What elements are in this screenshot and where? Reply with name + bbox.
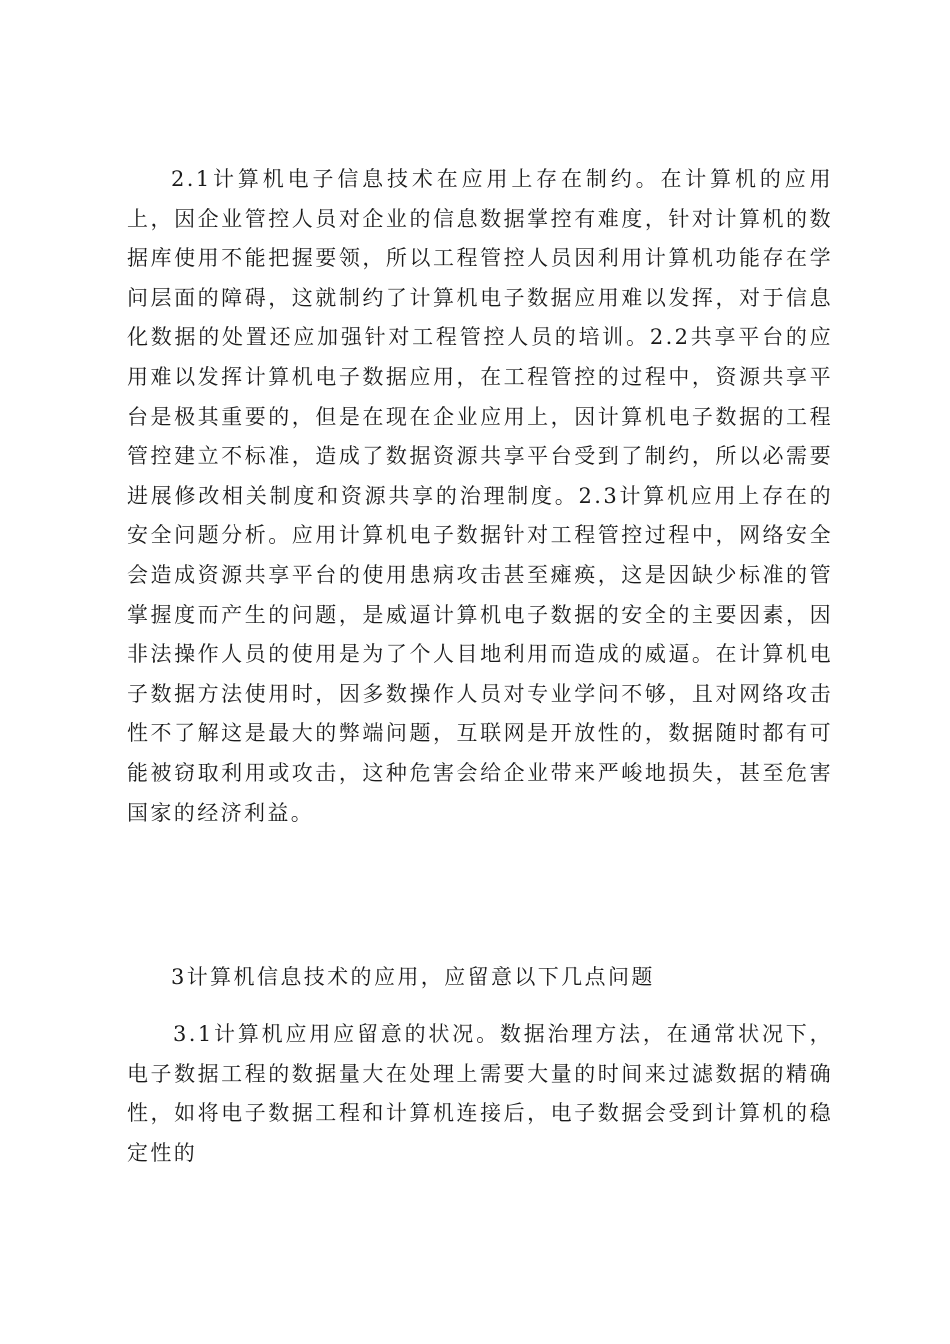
body-paragraph-3-1: 3.1计算机应用应留意的状况。数据治理方法，在通常状况下，电子数据工程的数据量大在处理上需要大量的时间来过滤数据的精确性，如将电子数据工程和计算机连接后，电子数据会受到计算机的稳定性的 — [127, 1022, 833, 1165]
section-heading-3: 3计算机信息技术的应用，应留意以下几点问题 — [171, 965, 655, 989]
body-paragraph-2-1: 2.1计算机电子信息技术在应用上存在制约。在计算机的应用上，因企业管控人员对企业的信息数据掌控有难度，针对计算机的数据库使用不能把握要领，所以工程管控人员因利用计算机功能存在学问层面的障碍，这就制约了计算机电子数据应用难以发挥，对于信息化数据的处置还应加强针对工程管控人员的培训。2.2共享平台的应用难以发挥计算机电子数据应用，在工程管控的过程中，资源共享平台是极其重要的，但是在现在企业应用上，因计算机电子数据的工程管控建立不标准，造成了数据资源共享平台受到了制约，所以必需要进展修改相关制度和资源共享的治理制度。2.3计算机应用上存在的安全问题分析。应用计算机电子数据针对工程管控过程中，网络安全会造成资源共享平台的使用患病攻击甚至瘫痪，这是因缺少标准的管掌握度而产生的问题，是威逼计算机电子数据的安全的主要因素，因非法操作人员的使用是为了个人目地利用而造成的威逼。在计算机电子数据方法使用时，因多数操作人员对专业学问不够，且对网络攻击性不了解这是最大的弊端问题，互联网是开放性的，数据随时都有可能被窃取利用或攻击，这种危害会给企业带来严峻地损失，甚至危害国家的经济利益。 — [127, 167, 833, 825]
